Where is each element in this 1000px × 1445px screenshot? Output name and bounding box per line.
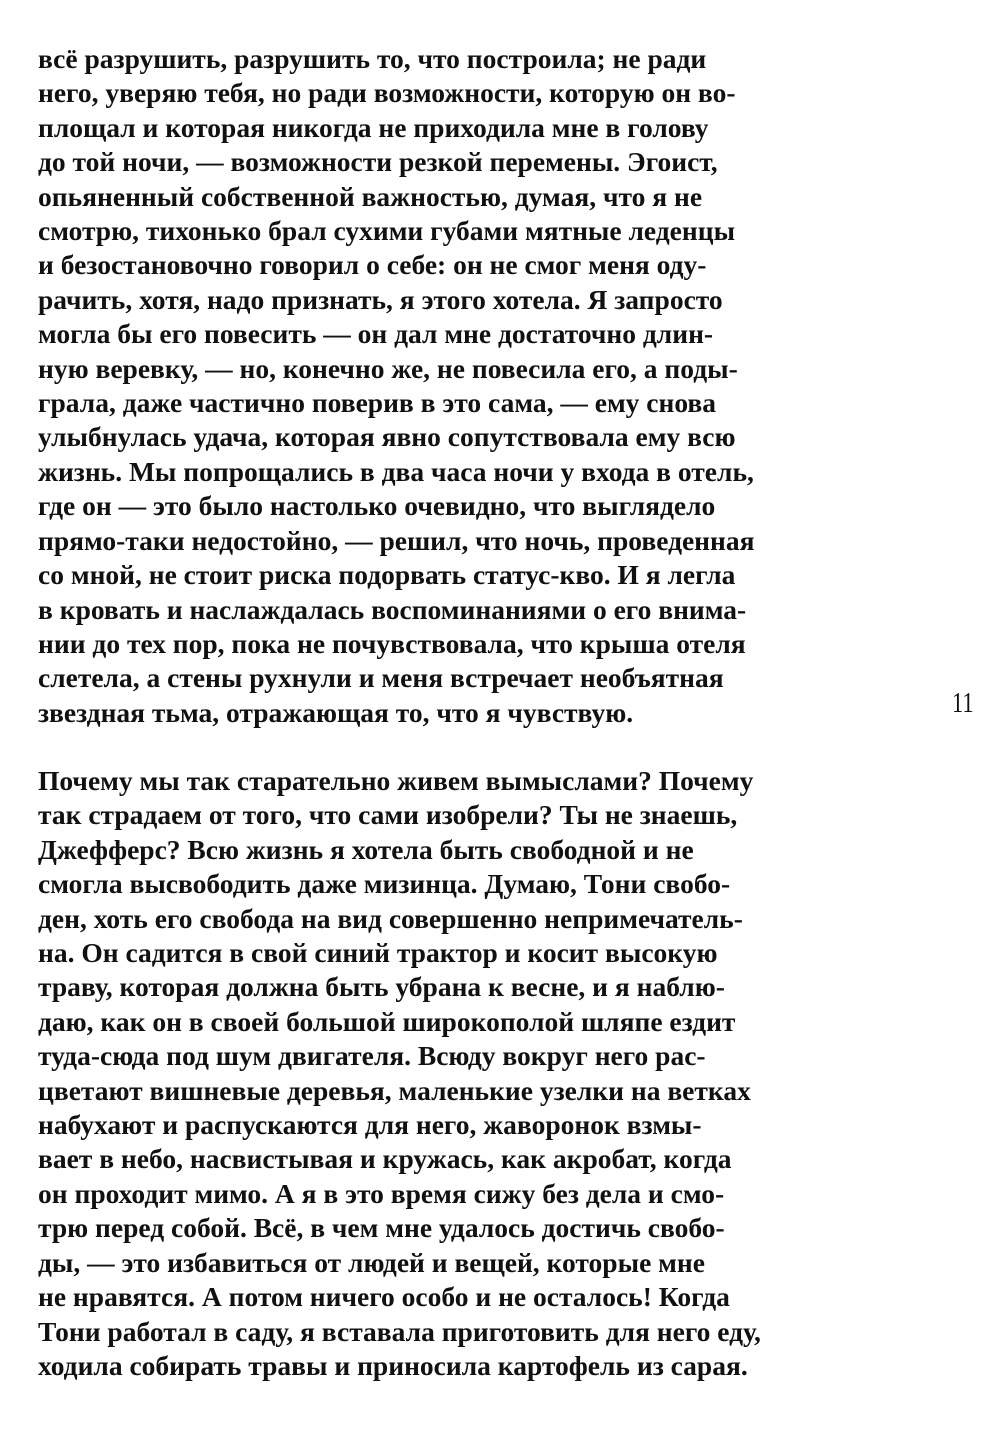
text-line: цветают вишневые деревья, маленькие узелки на ветках [38, 1074, 751, 1106]
text-line: Тони работал в саду, я вставала приготовить для него еду, [38, 1315, 761, 1347]
text-line: набухают и распускаются для него, жаворонок взмы- [38, 1109, 702, 1141]
page-number: 11 [952, 688, 974, 719]
text-line: него, уверяю тебя, но ради возможности, которую он во- [38, 77, 736, 109]
text-line: со мной, не стоит риска подорвать статус-кво. И я легла [38, 559, 736, 591]
text-line: не нравятся. А потом ничего особо и не осталось! Когда [38, 1281, 730, 1313]
text-line: и безостановочно говорил о себе: он не смог меня оду- [38, 249, 707, 281]
text-line: слетела, а стены рухнули и меня встречает необъятная [38, 662, 724, 694]
text-line: улыбнулась удача, которая явно сопутствовала ему всю [38, 421, 736, 453]
text-line: вает в небо, насвистывая и кружась, как акробат, когда [38, 1143, 732, 1175]
text-line: звездная тьма, отражающая то, что я чувствую. [38, 696, 634, 728]
text-line: прямо-таки недостойно, — решил, что ночь, проведенная [38, 524, 755, 556]
text-line: ную веревку, — но, конечно же, не повесила его, а поды- [38, 352, 738, 384]
text-line: смотрю, тихонько брал сухими губами мятные леденцы [38, 215, 736, 247]
paragraph-1 [38, 42, 828, 730]
text-line: Джефферс? Всю жизнь я хотела быть свободной и не [38, 833, 694, 865]
text-line: даю, как он в своей большой широкополой шляпе ездит [38, 1005, 736, 1037]
text-line: опьяненный собственной важностью, думая, что я не [38, 180, 703, 212]
text-line: трю перед собой. Всё, в чем мне удалось достичь свобо- [38, 1212, 725, 1244]
text-line: жизнь. Мы попрощались в два часа ночи у входа в отель, [38, 455, 754, 487]
text-line: всё разрушить, разрушить то, что построила; не ради [38, 43, 707, 74]
text-line: рачить, хотя, надо признать, я этого хотела. Я запросто [38, 283, 723, 315]
text-line: туда-сюда под шум двигателя. Всюду вокруг него рас- [38, 1040, 706, 1072]
text-line: траву, которая должна быть убрана к весне, и я наблю- [38, 971, 725, 1003]
text-line: он проходит мимо. А я в это время сижу без дела и смо- [38, 1177, 725, 1209]
text-line: ды, — это избавиться от людей и вещей, которые мне [38, 1246, 705, 1278]
text-line: до той ночи, — возможности резкой перемены. Эгоист, [38, 146, 718, 178]
text-line: площал и которая никогда не приходила мне в голову [38, 111, 709, 143]
text-line: могла бы его повесить — он дал мне достаточно длин- [38, 318, 714, 350]
text-line: где он — это было настолько очевидно, что выглядело [38, 490, 716, 522]
text-line: в кровать и наслаждалась воспоминаниями о его внима- [38, 593, 747, 625]
text-line: ходила собирать травы и приносила картофель из сарая. [38, 1349, 748, 1381]
text-line: смогла высвободить даже мизинца. Думаю, Тони свобо- [38, 868, 731, 900]
text-line: нии до тех пор, пока не почувствовала, что крыша отеля [38, 627, 746, 659]
text-line: на. Он садится в свой синий трактор и косит высокую [38, 937, 718, 969]
text-line: грала, даже частично поверив в это сама, — ему снова [38, 387, 717, 419]
text-line: ден, хоть его свобода на вид совершенно непримечатель- [38, 902, 743, 934]
paragraph-2 [38, 764, 828, 1383]
text-line: Почему мы так старательно живем вымыслами? Почему [38, 765, 754, 796]
text-line: так страдаем от того, что сами изобрели? Ты не знаешь, [38, 799, 738, 831]
